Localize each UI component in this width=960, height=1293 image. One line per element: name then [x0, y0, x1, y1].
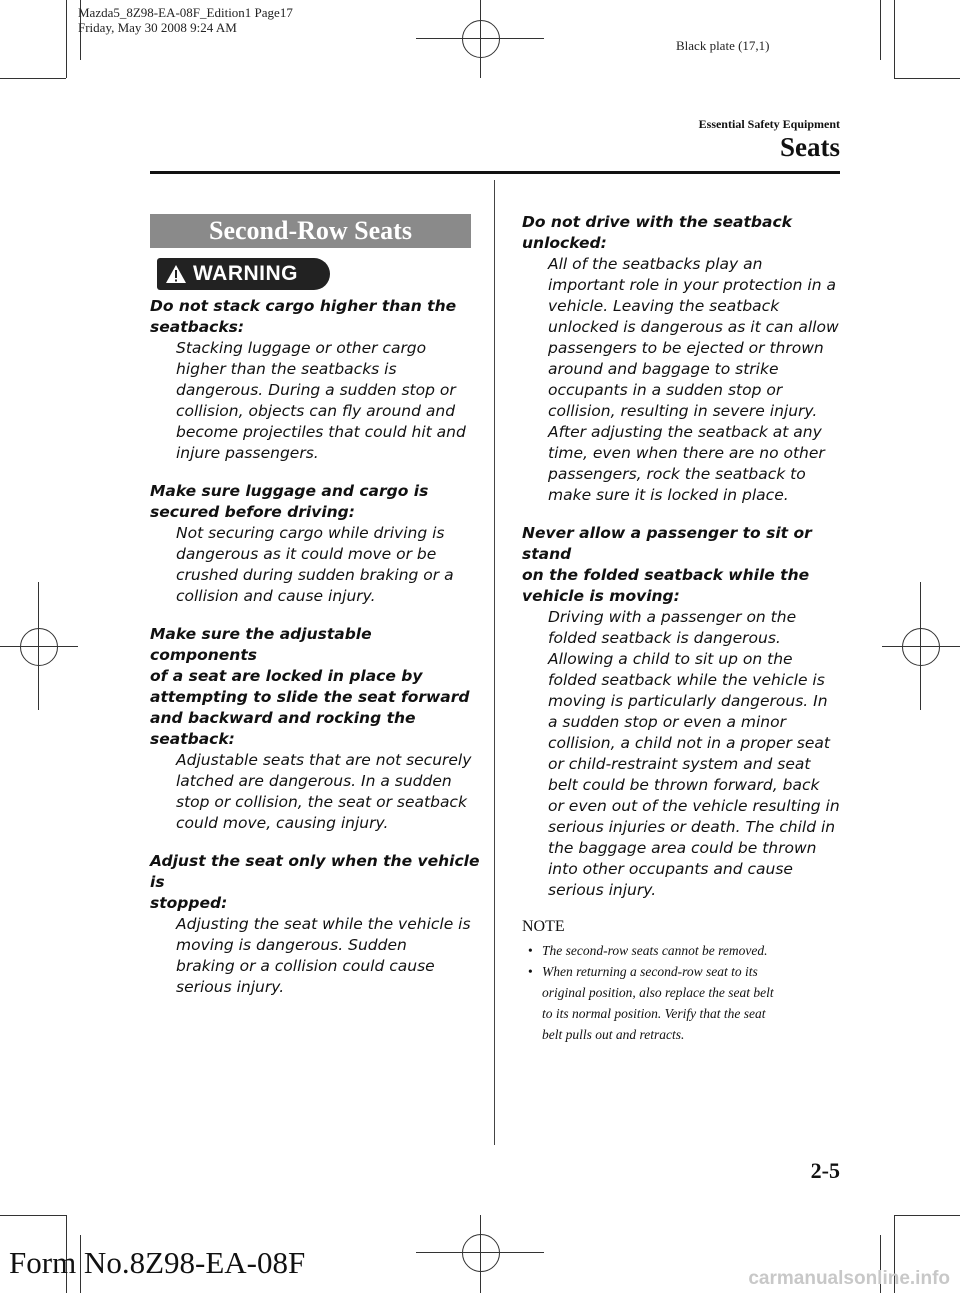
warning-item-body: Adjusting the seat while the vehicle is moving is dangerous. Sudden braking or a collision could cause serious injury. [176, 915, 471, 996]
page-number: 2-5 [810, 1158, 840, 1183]
warning-item [150, 624, 480, 834]
form-number: Form No.8Z98-EA-08F [9, 1245, 306, 1280]
warning-item [150, 481, 480, 607]
warning-item-body: Not securing cargo while driving is dangerous as it could move or be crushed during sudden braking or a collision and cause injury. [176, 524, 454, 605]
warning-item-title: Make sure luggage and cargo is secured before driving: [150, 482, 429, 521]
note-block [522, 918, 852, 1045]
warning-item-body: Stacking luggage or other cargo higher than the seatbacks is dangerous. During a sudden stop or collision, objects can fly around and become projectiles that could hit and injure passengers. [176, 339, 466, 462]
note-item: • When returning a second-row seat to its original position, also replace the seat belt to its normal position. Verify that the seat belt pulls out and retracts. [522, 961, 852, 1045]
warning-item-title: Do not drive with the seatback unlocked: [522, 213, 792, 252]
warning-item [522, 523, 852, 901]
warning-label: WARNING [193, 262, 298, 285]
warning-badge [157, 258, 330, 290]
header-rule [150, 171, 840, 174]
warning-item-title: Make sure the adjustable components of a seat are locked in place by attempting to slide the seat forward and backward and rocking the seatback: [150, 625, 470, 748]
warning-item-title: Adjust the seat only when the vehicle is stopped: [150, 852, 480, 912]
warning-item [150, 296, 480, 464]
warning-item [150, 851, 480, 998]
print-date-line: Friday, May 30 2008 9:24 AM [78, 20, 237, 35]
column-divider [494, 180, 495, 1145]
note-list [522, 940, 852, 1045]
plate-label: Black plate (17,1) [676, 38, 770, 53]
warning-item-title: Do not stack cargo higher than the seatbacks: [150, 297, 457, 336]
left-column [150, 296, 480, 1015]
section-banner: Second-Row Seats [150, 214, 471, 248]
warning-item-body: All of the seatbacks play an important role in your protection in a vehicle. Leaving the seatback unlocked is dangerous as it can allow passengers to be ejected or thrown around and baggage to strike occupants in a sudden stop or collision, resulting in severe injury. After adjusting the seatback at any time, even when there are no other passengers, rock the seatback to make sure it is locked in place. [548, 255, 839, 504]
chapter-title: Seats [780, 132, 840, 162]
note-item: • The second-row seats cannot be removed. [522, 940, 852, 961]
watermark: carmanualsonline.info [748, 1268, 950, 1289]
note-label: NOTE [522, 918, 565, 935]
warning-icon [165, 264, 187, 284]
section-name: Essential Safety Equipment [698, 117, 840, 131]
print-job-info [78, 5, 293, 35]
right-column [522, 212, 852, 1045]
print-file-line: Mazda5_8Z98-EA-08F_Edition1 Page17 [78, 5, 293, 20]
warning-item-body: Driving with a passenger on the folded seatback is dangerous. Allowing a child to sit up on the folded seatback while the vehicle is moving is particularly dangerous. In a sudden stop or even a minor collision, a child not in a proper seat or child-restraint system and seat belt could be thrown forward, back or even out of the vehicle resulting in serious injuries or death. The child in the baggage area could be thrown into other occupants and cause serious injury. [548, 608, 840, 899]
warning-item-title: Never allow a passenger to sit or stand on the folded seatback while the vehicle is moving: [522, 524, 812, 605]
warning-item [522, 212, 852, 506]
warning-item-body: Adjustable seats that are not securely latched are dangerous. In a sudden stop or collision, the seat or seatback could move, causing injury. [176, 751, 472, 832]
